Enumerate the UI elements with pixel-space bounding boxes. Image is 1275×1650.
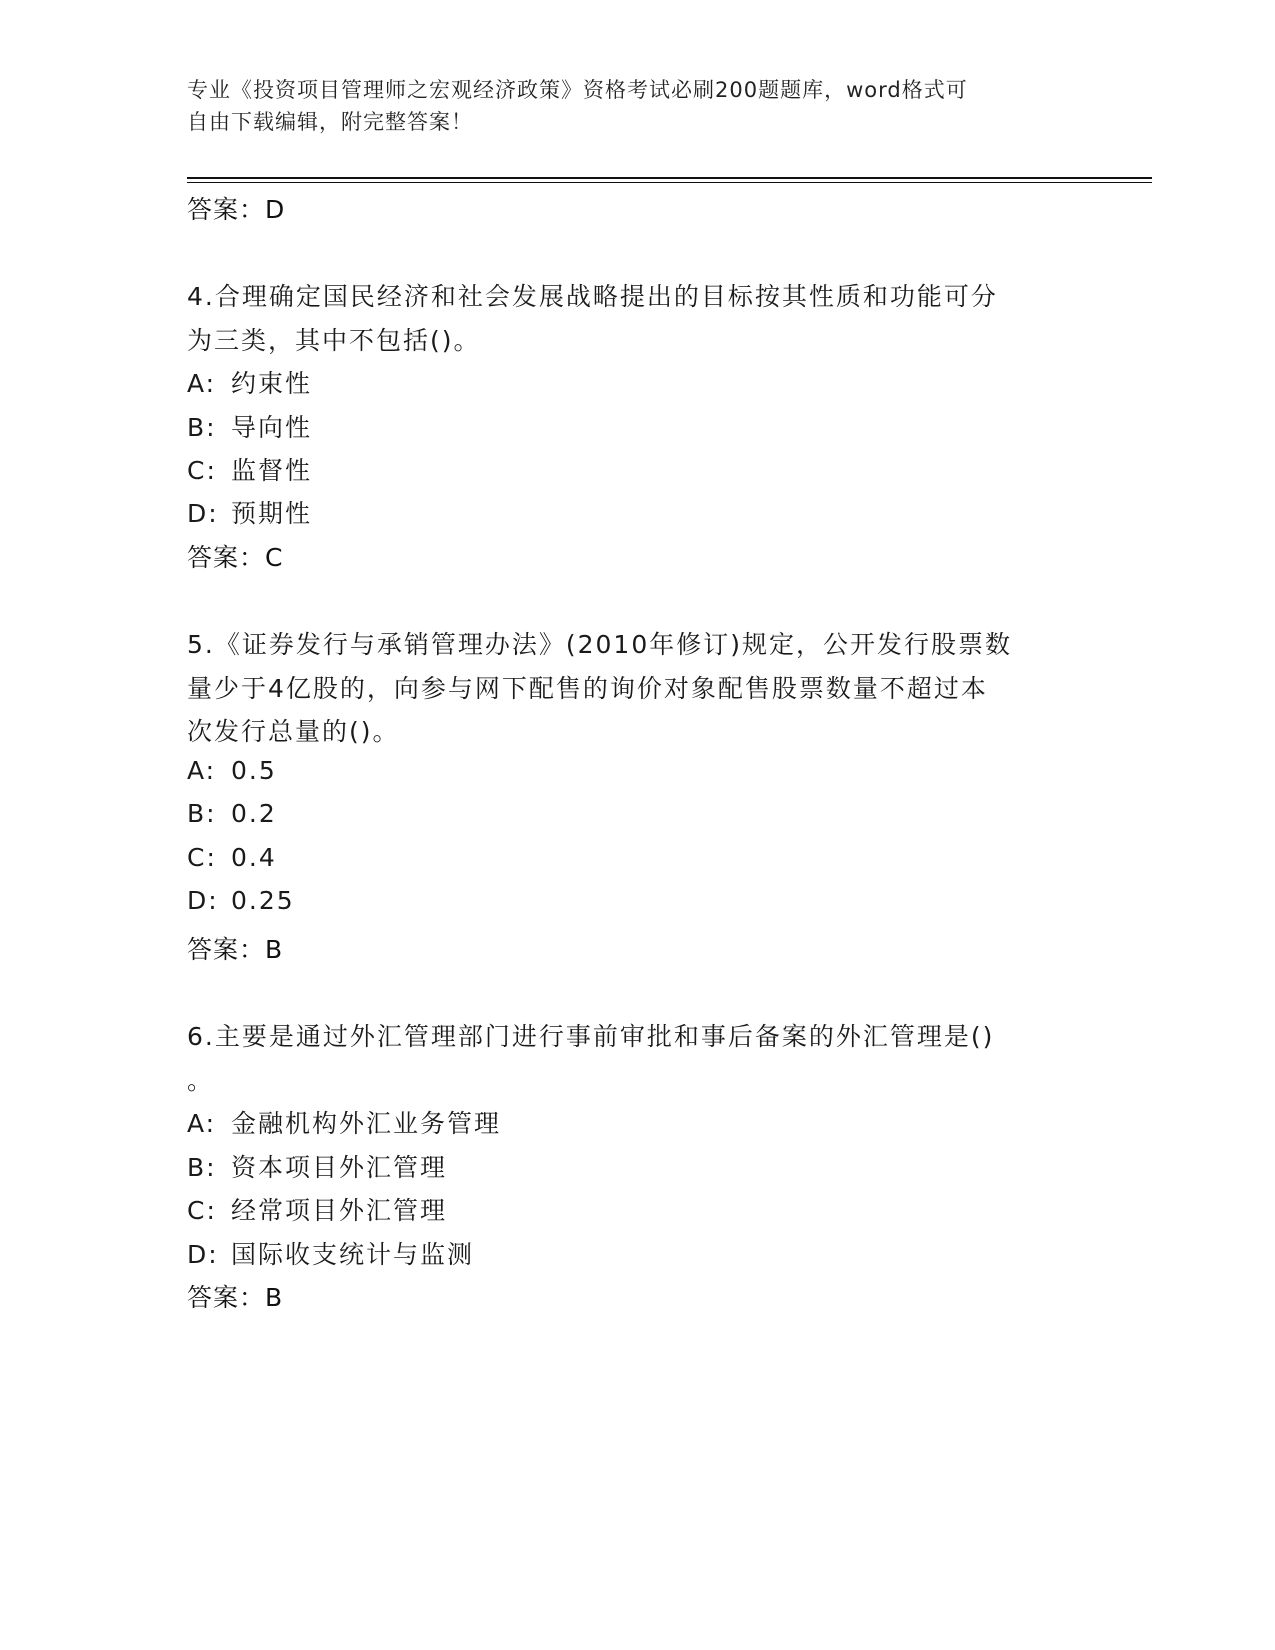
option-label: B: [187, 413, 217, 442]
question-stem-line: 4.合理确定国民经济和社会发展战略提出的目标按其性质和功能可分 [187, 282, 998, 311]
option-text: 监督性 [231, 456, 313, 485]
option-label: C: [187, 843, 217, 872]
question-stem-line: 次发行总量的()。 [187, 717, 400, 746]
option-label: C: [187, 456, 217, 485]
option-label: D: [187, 886, 219, 915]
option-label: A: [187, 756, 217, 785]
option-a [187, 364, 312, 400]
option-text: 国际收支统计与监测 [231, 1240, 475, 1269]
option-text: 0.2 [231, 799, 277, 828]
option-text: 0.4 [231, 843, 277, 872]
answer-line: 答案：B [187, 1283, 284, 1312]
question-stem-line: 5.《证券发行与承销管理办法》(2010年修订)规定，公开发行股票数 [187, 630, 1012, 659]
option-text: 资本项目外汇管理 [231, 1153, 448, 1182]
option-c [187, 451, 312, 487]
option-label: A: [187, 1109, 217, 1138]
option-text: 导向性 [231, 413, 313, 442]
header-line-2: 自由下载编辑，附完整答案！ [187, 110, 473, 134]
option-c [187, 1191, 447, 1227]
header-divider-thick [187, 177, 1152, 179]
option-label: C: [187, 1196, 217, 1225]
option-b [187, 408, 312, 444]
page-header [187, 74, 1067, 138]
answer-line: 答案：B [187, 935, 284, 964]
option-text: 0.5 [231, 756, 277, 785]
option-label: D: [187, 499, 219, 528]
option-b [187, 1148, 447, 1184]
option-label: A: [187, 369, 217, 398]
option-a [187, 756, 277, 785]
option-text: 预期性 [231, 499, 313, 528]
option-c [187, 843, 277, 872]
option-text: 经常项目外汇管理 [231, 1196, 448, 1225]
answer-line: 答案：C [187, 543, 284, 572]
header-line-1: 专业《投资项目管理师之宏观经济政策》资格考试必刷200题题库，word格式可 [187, 78, 968, 102]
previous-answer: 答案：D [187, 195, 286, 224]
option-a [187, 1104, 501, 1140]
option-label: B: [187, 1153, 217, 1182]
option-d [187, 1235, 474, 1271]
question-stem-line: 量少于4亿股的，向参与网下配售的询价对象配售股票数量不超过本 [187, 674, 988, 703]
option-text: 约束性 [231, 369, 313, 398]
option-text: 金融机构外汇业务管理 [231, 1109, 502, 1138]
option-label: D: [187, 1240, 219, 1269]
option-d [187, 886, 295, 915]
question-stem-line: 6.主要是通过外汇管理部门进行事前审批和事后备案的外汇管理是() [187, 1022, 995, 1051]
option-label: B: [187, 799, 217, 828]
question-stem-line: 。 [187, 1066, 215, 1095]
option-text: 0.25 [231, 886, 295, 915]
header-divider-thin [187, 182, 1152, 183]
option-b [187, 799, 277, 828]
question-stem-line: 为三类，其中不包括()。 [187, 326, 481, 355]
option-d [187, 494, 312, 530]
